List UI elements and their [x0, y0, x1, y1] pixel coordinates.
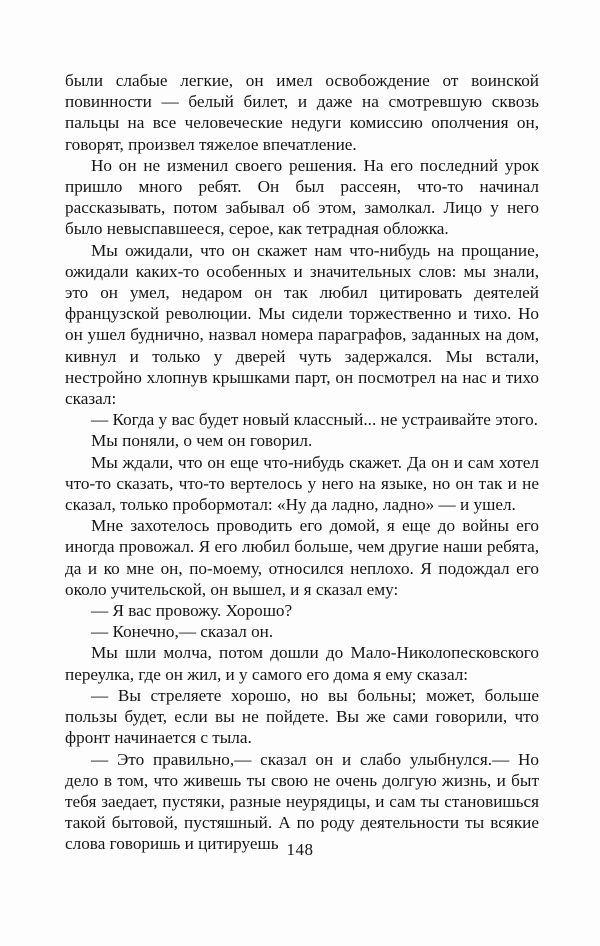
paragraph: — Конечно,— сказал он. [91, 622, 274, 642]
page-number: 148 [286, 840, 314, 859]
paragraph: — Я вас провожу. Хорошо? [91, 601, 293, 621]
paragraph: Мы поняли, о чем он говорил. [91, 431, 313, 451]
paragraph: Но он не изменил своего решения. На его последний урок пришло много ребят. Он был рассеян, что-то начинал рассказывать, потом забывал об этом, замолкал. Лицо у него было невыспавшееся, серое, как тетрадная обложка. [65, 155, 539, 239]
paragraph: Мы ожидали, что он скажет нам что-нибудь на прощание, ожидали каких-то особенных и значительных слов: мы знали, это он умел, недаром он так любил цитировать деятелей французской революции. Мы сидели торжественно и тихо. Но он ушел буднично, назвал номера параграфов, заданных на дом, кивнул и только у дверей чуть задержался. Мы встали, нестройно хлопнув крышками парт, он посмотрел на нас и тихо сказал: [65, 240, 539, 409]
paragraph: Мне захотелось проводить его домой, я еще до войны его иногда провожал. Я его любил больше, чем другие наши ребята, да и ко мне он, по-моему, относился неплохо. Я подождал его около учительской, он вышел, и я сказал ему: [65, 516, 539, 599]
paragraph: были слабые легкие, он имел освобождение от воинской повинности — белый билет, и даже на смотревшую сквозь пальцы на все человеческие недуги комиссию ополчения он, говорят, произвел тяжелое впечатление. [65, 71, 539, 154]
paragraph: Мы шли молча, потом дошли до Мало-Николопесковского переулка, где он жил, и у самого его дома я ему сказал: [65, 643, 539, 684]
paragraph: — Вы стреляете хорошо, но вы больны; может, больше пользы будет, если вы не пойдете. Вы же сами говорили, что фронт начинается с тыла. [65, 685, 539, 748]
body-text [65, 70, 539, 855]
paragraph: Мы ждали, что он еще что-нибудь скажет. Да он и сам хотел что-то сказать, что-то вертелось у него на языке, но он так и не сказал, только пробормотал: «Ну да ладно, ладно» — и ушел. [65, 452, 539, 515]
paragraph: — Когда у вас будет новый классный... не устраивайте этого. [91, 410, 538, 430]
paragraph: — Это правильно,— сказал он и слабо улыбнулся.— Но дело в том, что живешь ты свою не очень долгую жизнь, и быт тебя заедает, пустяки, разные неурядицы, и сам ты становишься такой бытовой, пустяшный. А по роду деятельности ты всякие слова говоришь и цитируешь [65, 749, 539, 854]
